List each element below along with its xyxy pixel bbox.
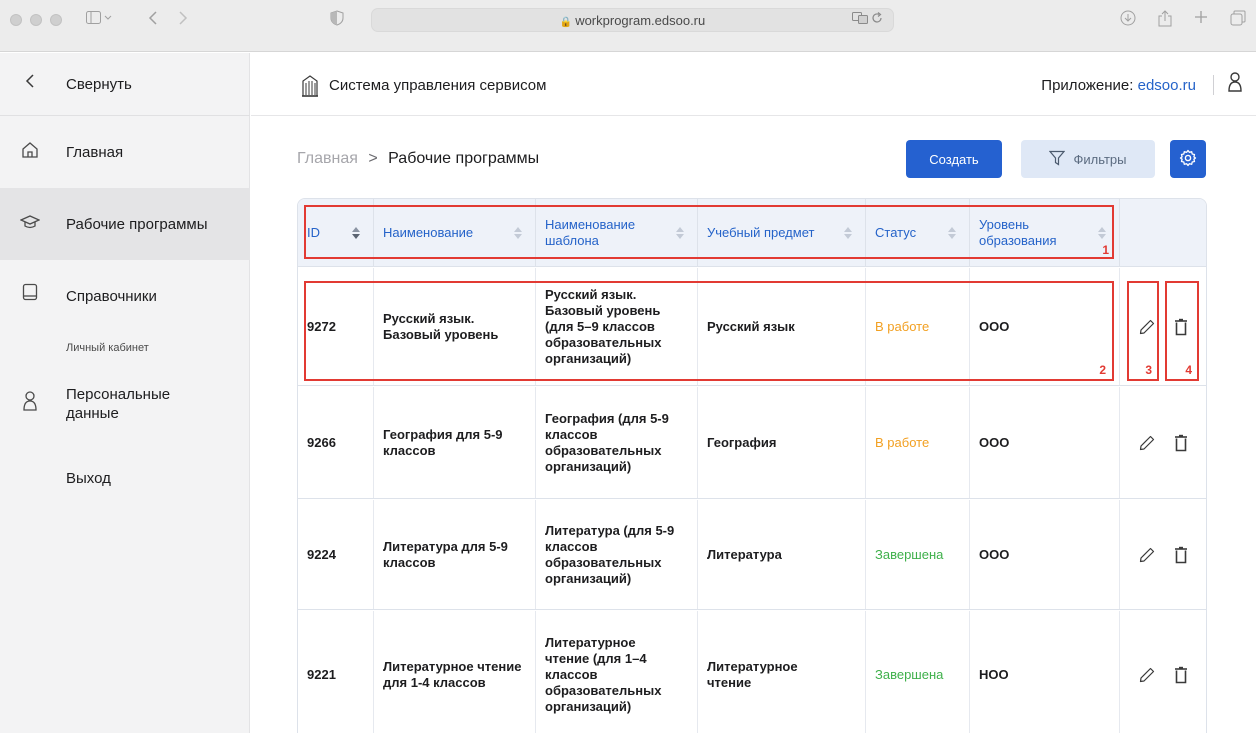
cell-name: География для 5-9 классов: [374, 387, 536, 498]
column-header-name[interactable]: [374, 199, 536, 267]
tab-overview-icon[interactable]: [1230, 10, 1246, 32]
table-row[interactable]: [298, 387, 1206, 499]
filter-button[interactable]: [1021, 140, 1155, 178]
sidebar-item-label: Рабочие программы: [66, 216, 208, 233]
table-row[interactable]: [298, 611, 1206, 733]
edit-button[interactable]: [1134, 268, 1160, 385]
column-header-status[interactable]: [866, 199, 970, 267]
share-icon[interactable]: [1158, 10, 1172, 32]
column-header-level[interactable]: [970, 199, 1120, 267]
sidebar-collapse-button[interactable]: [0, 53, 250, 116]
url-text: workprogram.edsoo.ru: [575, 13, 706, 28]
status-badge: В работе: [875, 318, 930, 334]
cell-id: 9224: [298, 500, 374, 609]
trash-icon: [1174, 666, 1188, 684]
sidebar-item-personal-data[interactable]: [0, 373, 250, 433]
sidebar-item-logout[interactable]: [0, 458, 250, 498]
column-header-label: Статус: [875, 225, 917, 240]
back-icon[interactable]: [148, 10, 158, 32]
sidebar-toggle-icon[interactable]: [86, 10, 112, 32]
annotation-number: 1: [1102, 243, 1109, 257]
book-icon: [19, 283, 41, 306]
annotation-number: 2: [1099, 363, 1106, 377]
sidebar-item-label: Главная: [66, 144, 124, 161]
minimize-window-button[interactable]: [30, 14, 42, 26]
lock-icon: 🔒: [559, 17, 573, 28]
cell-status: [866, 611, 970, 733]
building-logo-icon: [301, 75, 319, 97]
cell-id: 9221: [298, 611, 374, 733]
system-title: Система управления сервисом: [329, 77, 547, 94]
sidebar-section-personal-cabinet: Личный кабинет: [66, 342, 149, 354]
cell-subject: Литература: [698, 500, 866, 609]
breadcrumb-home-link[interactable]: Главная: [297, 150, 358, 167]
cell-status: [866, 500, 970, 609]
edit-button[interactable]: [1134, 387, 1160, 498]
sort-icon[interactable]: [675, 227, 685, 239]
pencil-icon: [1139, 435, 1155, 451]
app-label: Приложение:: [1041, 77, 1134, 94]
create-button[interactable]: Создать: [906, 140, 1002, 178]
app-header: [251, 53, 1256, 116]
pencil-icon: [1139, 667, 1155, 683]
cell-id: 9266: [298, 387, 374, 498]
column-header-label: Учебный предмет: [707, 225, 815, 240]
sidebar-item-home[interactable]: [0, 117, 250, 187]
cell-level: ООО: [970, 500, 1120, 609]
cell-template: География (для 5-9 классов образовательных организаций): [536, 387, 698, 498]
delete-button[interactable]: [1168, 500, 1194, 609]
downloads-icon[interactable]: [1120, 10, 1136, 32]
status-badge: В работе: [875, 434, 930, 450]
sidebar-item-work-programs[interactable]: [0, 188, 250, 260]
status-badge: Завершена: [875, 666, 944, 682]
trash-icon: [1174, 318, 1188, 336]
reload-icon[interactable]: [871, 13, 883, 27]
home-icon: [19, 141, 41, 164]
column-header-template[interactable]: [536, 199, 698, 267]
cell-template: Литературное чтение (для 1–4 классов образовательных организаций): [536, 611, 698, 733]
trash-icon: [1174, 546, 1188, 564]
cell-subject: География: [698, 387, 866, 498]
sort-icon[interactable]: [513, 227, 523, 239]
gear-icon: [1179, 149, 1197, 170]
window-controls[interactable]: [10, 14, 62, 26]
page-title: Рабочие программы: [388, 150, 540, 167]
delete-button[interactable]: [1168, 268, 1194, 385]
sidebar-collapse-label: Свернуть: [66, 76, 132, 93]
pencil-icon: [1139, 547, 1155, 563]
forward-icon[interactable]: [178, 10, 188, 32]
annotation-number: 3: [1145, 363, 1152, 377]
cell-level: ООО: [970, 387, 1120, 498]
column-header-id[interactable]: [298, 199, 374, 267]
breadcrumb: [297, 150, 539, 168]
table-row[interactable]: [298, 500, 1206, 610]
filter-label: Фильтры: [1073, 151, 1127, 167]
close-window-button[interactable]: [10, 14, 22, 26]
trash-icon: [1174, 434, 1188, 452]
column-header-label: ID: [307, 225, 320, 240]
address-bar[interactable]: [371, 8, 894, 32]
status-badge: Завершена: [875, 546, 944, 562]
graduation-cap-icon: [19, 214, 41, 235]
pencil-icon: [1139, 319, 1155, 335]
delete-button[interactable]: [1168, 387, 1194, 498]
sort-icon[interactable]: [1097, 227, 1107, 239]
sort-icon[interactable]: [843, 227, 853, 239]
sidebar-item-references[interactable]: [0, 261, 250, 331]
delete-button[interactable]: [1168, 611, 1194, 733]
cell-template: Литература (для 5-9 классов образовательных организаций): [536, 500, 698, 609]
column-header-label: Наименование шаблона: [545, 217, 636, 248]
user-profile-icon[interactable]: [1228, 72, 1242, 98]
filter-icon: [1049, 150, 1065, 169]
cell-status: [866, 268, 970, 385]
column-header-label: Наименование: [383, 225, 474, 240]
user-icon: [19, 391, 41, 416]
column-header-label: Уровень образования: [979, 217, 1057, 248]
new-tab-icon[interactable]: [1194, 10, 1208, 32]
app-info: [1041, 77, 1196, 94]
table-row[interactable]: [298, 268, 1206, 386]
translate-icon[interactable]: [852, 13, 871, 27]
cell-name: Литературное чтение для 1-4 классов: [374, 611, 536, 733]
programs-table: [297, 198, 1207, 733]
cell-template: Русский язык. Базовый уровень (для 5–9 классов образовательных организаций): [536, 268, 698, 385]
table-header: [298, 199, 1206, 267]
annotation-number: 4: [1185, 363, 1192, 377]
chevron-left-icon: [19, 73, 41, 94]
cell-level: НОО: [970, 611, 1120, 733]
edit-button[interactable]: [1134, 500, 1160, 609]
sidebar-item-label: Выход: [66, 470, 111, 487]
edit-button[interactable]: [1134, 611, 1160, 733]
cell-name: Русский язык. Базовый уровень: [374, 268, 536, 385]
sort-icon[interactable]: [351, 227, 361, 239]
maximize-window-button[interactable]: [50, 14, 62, 26]
sidebar: [0, 53, 250, 733]
sort-icon[interactable]: [947, 227, 957, 239]
sidebar-item-label: Персональные данные: [66, 386, 171, 422]
settings-button[interactable]: [1170, 140, 1206, 178]
cell-subject: Русский язык: [698, 268, 866, 385]
sidebar-item-label: Справочники: [66, 288, 157, 305]
cell-name: Литература для 5-9 классов: [374, 500, 536, 609]
column-header-subject[interactable]: [698, 199, 866, 267]
cell-status: [866, 387, 970, 498]
cell-subject: Литературное чтение: [698, 611, 866, 733]
browser-toolbar: [0, 0, 1256, 52]
cell-level: ООО: [970, 268, 1120, 385]
privacy-shield-icon[interactable]: [330, 10, 344, 32]
app-link[interactable]: edsoo.ru: [1137, 77, 1196, 94]
breadcrumb-separator: >: [368, 150, 378, 167]
header-divider: [1213, 75, 1214, 95]
cell-id: 9272: [298, 268, 374, 385]
